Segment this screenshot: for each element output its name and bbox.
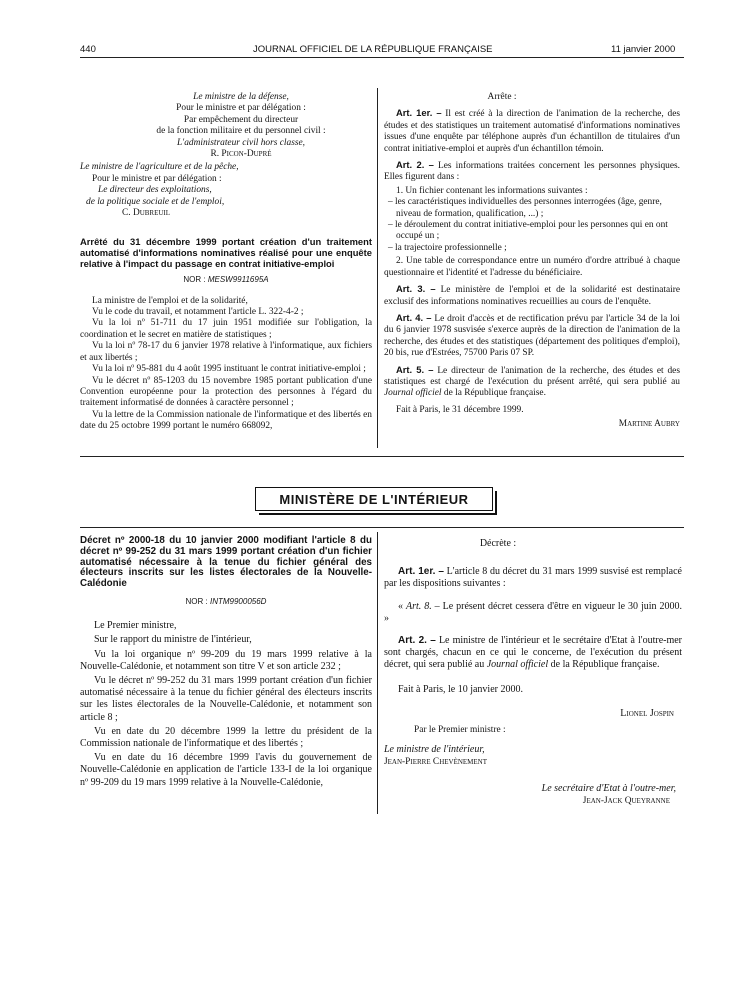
journal-officiel: Journal officiel	[384, 388, 442, 399]
article-2	[384, 159, 680, 184]
quote-open: «	[398, 600, 406, 612]
secretary-title: Le secrétaire d'Etat à l'outre-mer,	[541, 782, 676, 794]
par-premier-ministre: Par le Premier ministre :	[414, 725, 506, 736]
intro: La ministre de l'emploi et de la solidarité,	[92, 295, 248, 306]
signature-defense	[80, 92, 372, 160]
list-item: 1. Un fichier contenant les informations suivantes :	[396, 185, 588, 196]
issue-date: 11 janvier 2000	[611, 44, 676, 55]
quoted-article-label: Art. 8.	[405, 600, 432, 612]
column-rule-bottom	[377, 532, 378, 814]
nor-code: MESW9911695A	[207, 275, 269, 285]
secretary-name: Jean-Jack Queyranne	[582, 795, 670, 806]
article-label: Art. 3. –	[396, 283, 436, 295]
sig-line: L'administrateur civil hors classe,	[176, 137, 306, 148]
article-4	[384, 312, 680, 360]
visa: Vu en date du 16 décembre 1999 l'avis du gouvernement de Nouvelle-Calédonie en application de l'article 133-I de la loi organique nº 99-209 du 19 mars 1999 relative à la Nouvelle-Calédonie,	[80, 752, 372, 788]
article-1	[384, 566, 682, 590]
minister-name: Jean-Pierre Chevènement	[384, 757, 488, 768]
top-left-column	[80, 92, 372, 433]
visa: Vu le décret nº 85-1203 du 15 novembre 1985 portant publication d'une Convention européenne pour la protection des personnes à l'égard du traitement informatisé de données à caractère personnel ;	[80, 375, 372, 409]
article-label: Art. 2. –	[396, 159, 434, 171]
signature-agriculture	[80, 162, 372, 219]
article-label: Art. 5. –	[396, 363, 434, 375]
article-2	[384, 635, 682, 672]
article-label: Art. 4. –	[396, 311, 432, 323]
article-label: Art. 1er. –	[396, 107, 442, 119]
visa: Vu la loi nº 78-17 du 6 janvier 1978 relative à l'informatique, aux fichiers et aux libertés ;	[80, 341, 372, 363]
page-number: 440	[80, 44, 96, 55]
bullet-item: – la trajectoire professionnelle ;	[388, 242, 507, 253]
signature-name: Martine Aubry	[618, 419, 680, 430]
article-text: Le ministre de l'intérieur et le secrétaire d'Etat à l'outre-mer sont chargés, chacun en ce qui le concerne, de l'exécution du présent décret, qui sera publié au	[384, 635, 683, 671]
bullet-item: – le déroulement du contrat initiative-emploi pour les personnes qui en ont occupé un ;	[388, 220, 668, 242]
intro: Le Premier ministre,	[94, 620, 177, 632]
journal-title: JOURNAL OFFICIEL DE LA RÉPUBLIQUE FRANÇAISE	[253, 44, 493, 55]
arrete-heading: Arrête :	[487, 92, 517, 102]
arrete-title: Arrêté du 31 décembre 1999 portant création d'un traitement automatisé d'informations nominatives réalisé pour une enquête relative à l'impact du passage en contrat initiative-emploi	[80, 236, 372, 269]
article-text: Le ministère de l'emploi et de la solidarité est destinataire exclusif des informations nominatives recueillies au cours de l'enquête.	[384, 285, 681, 307]
intro: Sur le rapport du ministre de l'intérieur,	[94, 634, 252, 646]
quote-text: – Le présent décret cessera d'être en vigueur le 30 juin 2000. »	[384, 600, 683, 624]
article-text: de la République française.	[548, 659, 660, 671]
sig-line: Pour le ministre et par délégation :	[92, 173, 222, 184]
article-text: L'article 8 du décret du 31 mars 1999 susvisé est remplacé par les dispositions suivantes :	[384, 566, 682, 590]
visa: Vu en date du 20 décembre 1999 la lettre du président de la Commission nationale de l'informatique et des libertés ;	[80, 725, 372, 750]
visa: Vu le décret nº 99-252 du 31 mars 1999 portant création d'un fichier automatisé nécessaire à la tenue du fichier général des électeurs inscrits sur les listes électorales de la Nouvelle-Calédonie, et notamment son article 8 ;	[80, 675, 372, 723]
article-5	[384, 364, 680, 400]
decrete-heading: Décrète :	[479, 538, 517, 549]
top-right-column	[384, 92, 680, 431]
section-rule-2	[80, 527, 684, 528]
sig-line: Le directeur des exploitations,	[98, 185, 212, 196]
sig-name: C. Dubreuil	[122, 208, 171, 219]
nor-label: NOR :	[185, 596, 208, 606]
sig-line: de la fonction militaire et du personnel civil :	[156, 126, 326, 137]
quoted-article	[384, 601, 682, 625]
nor-reference	[80, 274, 372, 285]
article-text: Il est créé à la direction de l'animation de la recherche, des études et des statistiques un traitement automatisé d'informations nominatives issues d'une enquête par téléphone auprès d'un échantillon de titulaires d'un contrat initiative-emploi et auprès d'un échantillon témoin.	[384, 109, 681, 154]
section-rule	[80, 456, 684, 457]
article-text: Les informations traitées concernent les personnes physiques. Elles figurent dans :	[384, 161, 681, 183]
ministry-heading: MINISTÈRE DE L'INTÉRIEUR	[255, 487, 493, 511]
decret-title: Décret nº 2000-18 du 10 janvier 2000 modifiant l'article 8 du décret nº 99-252 du 31 mars 1999 portant création d'un fichier automatisé nécessaire à la tenue du fichier général des électeurs inscrits sur les listes électorales de la Nouvelle-Calédonie	[80, 535, 372, 590]
bottom-right-column	[384, 538, 682, 807]
bullet-item: – les caractéristiques individuelles des personnes interrogées (âge, genre, niveau de formation, qualification, ...) ;	[388, 197, 662, 219]
sig-line: de la politique sociale et de l'emploi,	[86, 196, 225, 207]
minister-title: Le ministre de l'intérieur,	[384, 744, 485, 756]
article-label: Art. 2. –	[398, 635, 436, 647]
article-label: Art. 1er. –	[398, 566, 444, 578]
sig-line: Le ministre de l'agriculture et de la pêche,	[80, 162, 239, 173]
nor-reference	[80, 596, 372, 608]
sig-name: R. Picon-Dupré	[210, 149, 272, 160]
visa: Vu la loi nº 95-881 du 4 août 1995 instituant le contrat initiative-emploi ;	[92, 364, 366, 375]
article-text: de la République française.	[441, 388, 546, 399]
sig-line: Pour le ministre et par délégation :	[176, 103, 306, 114]
bottom-left-column	[80, 536, 372, 789]
nor-code: INTM9900056D	[209, 596, 267, 606]
fait-a-paris: Fait à Paris, le 10 janvier 2000.	[398, 683, 523, 695]
header-rule	[80, 57, 684, 58]
sig-line: Le ministre de la défense,	[193, 92, 289, 102]
list-item: 2. Une table de correspondance entre un numéro d'ordre attribué à chaque questionnaire et l'identité et l'adresse du bénéficiaire.	[384, 256, 680, 278]
nor-label: NOR :	[183, 275, 206, 285]
signature-pm: Lionel Jospin	[620, 707, 674, 719]
article-text: Le directeur de l'animation de la recherche, des études et des statistiques est chargé de l'exécution du présent arrêté, qui sera publié au	[384, 365, 680, 387]
article-3	[384, 283, 680, 308]
column-rule-top	[377, 88, 378, 448]
journal-officiel: Journal officiel	[486, 659, 549, 671]
sig-line: Par empêchement du directeur	[183, 114, 299, 125]
article-1	[384, 107, 680, 155]
visa: Vu la loi nº 51-711 du 17 juin 1951 modifiée sur l'obligation, la coordination et le secret en matière de statistiques ;	[80, 318, 372, 340]
visa: Vu la loi organique nº 99-209 du 19 mars 1999 relative à la Nouvelle-Calédonie, et notamment son titre V et son article 232 ;	[80, 648, 372, 672]
visa: Vu le code du travail, et notamment l'article L. 322-4-2 ;	[92, 307, 304, 318]
article-text: Le droit d'accès et de rectification prévu par l'article 34 de la loi du 6 janvier 1978 susvisée s'exerce auprès de la direction de l'animation de la recherche, des études et des statistiques (département des politiques d'emploi), 20 bis, rue d'Estrées, 75700 Paris 07 SP.	[384, 313, 681, 359]
visa: Vu la lettre de la Commission nationale de l'informatique et des libertés en date du 25 octobre 1999 portant le numéro 668092,	[80, 409, 372, 432]
fait-a-paris: Fait à Paris, le 31 décembre 1999.	[396, 404, 524, 415]
